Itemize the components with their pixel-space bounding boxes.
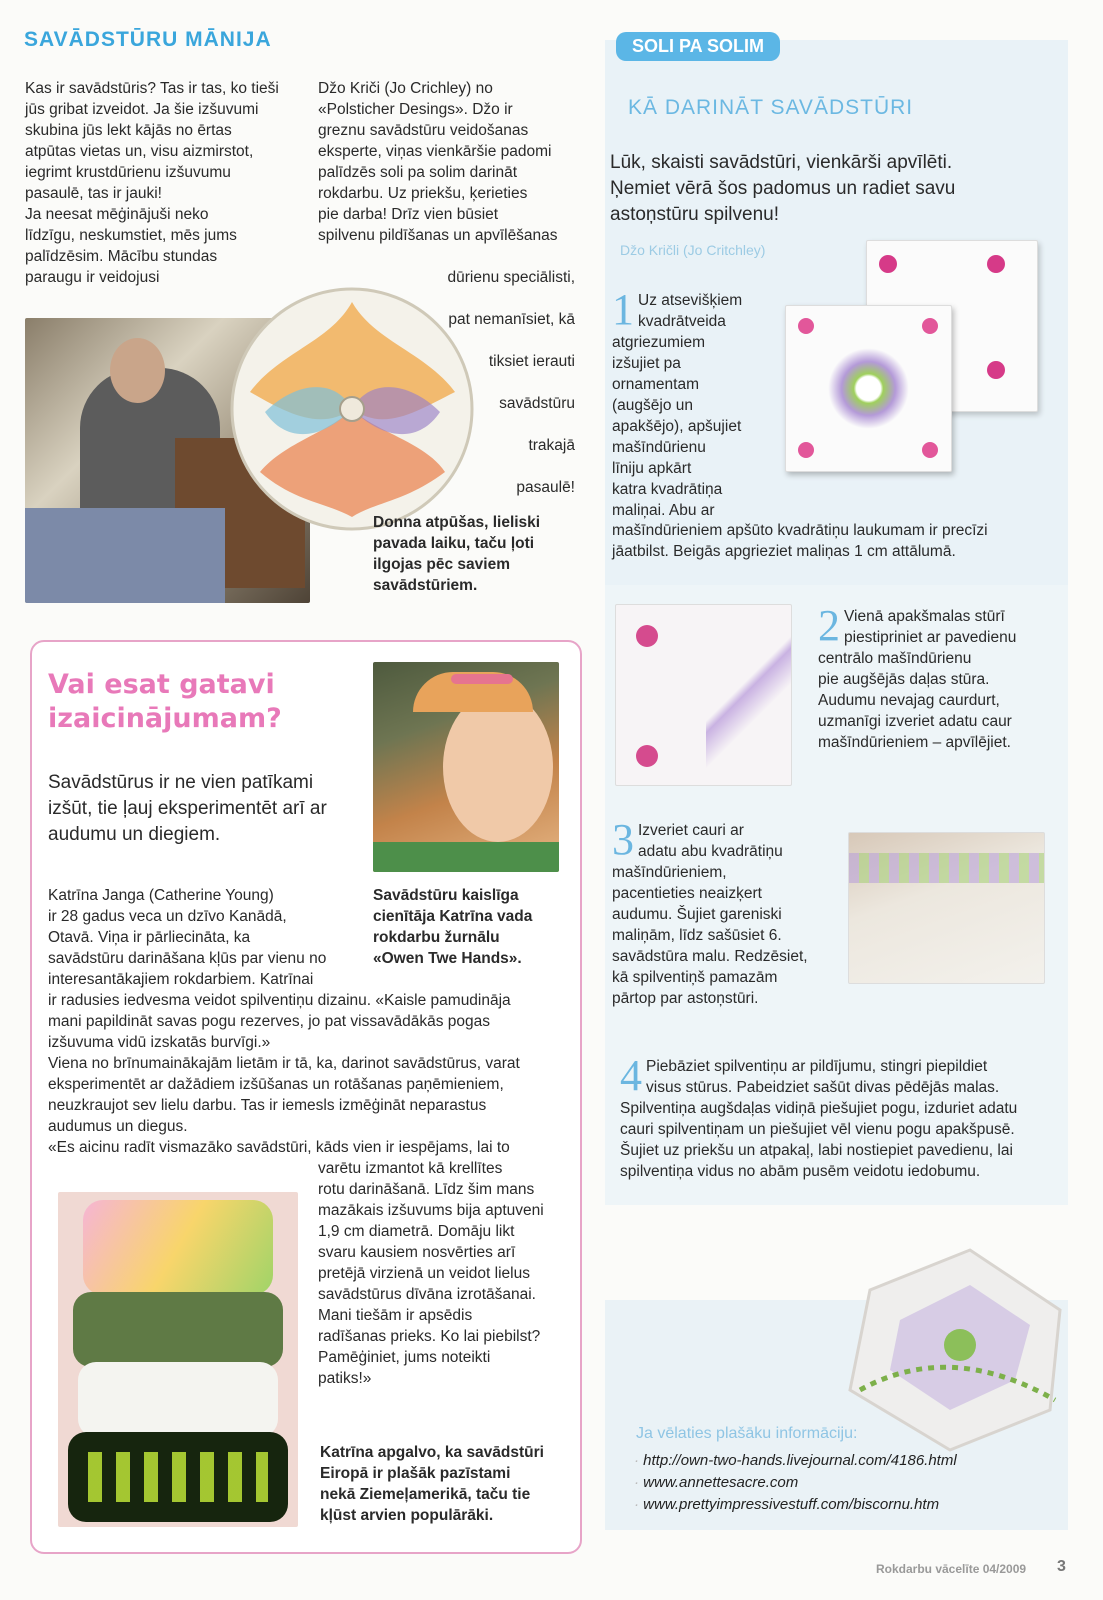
intro-column-1: Kas ir savādstūris? Tas ir tas, ko tieši jūs gribat izveidot. Ja šie izšuvumi skubina jūs lekt kājās no ērtas atpūtas vietas un, visu aizmirstot, iegrimt krustdūrienu izšuvumu pasaulē, tas ir jauki! Ja neesat mēģinājuši neko līdzīgu, neskumstiet, mēs jums palīdzēsim. Mācību stundas paraugu ir veidojusi	[25, 80, 279, 286]
step-2	[818, 601, 1048, 753]
step-3-photo	[848, 832, 1045, 984]
step-3-head: Izveriet cauri ar adatu abu kvadrātiņu	[638, 822, 783, 860]
finished-biscornu-photo	[830, 1240, 1075, 1460]
step-1	[612, 285, 787, 521]
bullet: ·	[634, 1452, 644, 1469]
how-to-intro: Lūk, skaisti savādstūri, vienkārši apvīlēti. Ņemiet vērā šos padomus un radiet savu astoņstūru spilvenu!	[610, 152, 956, 225]
step-number: 3	[612, 815, 634, 864]
link-livejournal[interactable]	[634, 1450, 957, 1471]
challenge-lead: Savādstūrus ir ne vien patīkami izšūt, tie ļauj eksperimentēt arī ar audumu un diegiem.	[48, 772, 327, 845]
tail-line: savādstūru	[499, 395, 575, 412]
step-1-body: atgriezumiem izšujiet pa ornamentam (augšējo un apakšējo), apšujiet mašīndūrienu līniju apkārt katra kvadrātiņa maliņai. Abu ar	[612, 334, 742, 519]
biscornu-pincushion-illustration	[225, 282, 480, 537]
step-1-head: Uz atsevišķiem kvadrātveida	[638, 292, 743, 330]
step-1-tail: mašīndūrieniem apšūto kvadrātiņu laukumam ir precīzi jāatbilst. Beigās apgrieziet maliņas 1 cm attālumā.	[612, 522, 988, 560]
bullet: ·	[634, 1474, 644, 1491]
link-text[interactable]: www.prettyimpressivestuff.com/biscornu.htm	[643, 1496, 940, 1513]
step-3	[612, 815, 832, 1009]
closing-caption: Katrīna apgalvo, ka savādstūri Eiropā ir plašāk pazīstami nekā Ziemeļamerikā, taču tie kļūst arvien populārāki.	[320, 1444, 544, 1524]
bullet: ·	[634, 1496, 644, 1513]
tail-line: trakajā	[528, 437, 575, 454]
katrina-paragraph-end: varētu izmantot kā krellītes rotu darināšanā. Līdz šim mans mazākais izšuvums bija aptuveni 1,9 cm diametrā. Domāju likt svaru kausiem nosvērties arī pretējā virzienā un veidot lielus savādstūrus dīvāna izrotāšanai. Mani tiešām ir apsēdis radīšanas prieks. Ko lai piebilst? Pamēģiniet, jums noteikti patiks!»	[318, 1160, 544, 1387]
tail-line: dūrienu speciālisti,	[447, 269, 575, 286]
footer-magazine: Rokdarbu vācelīte 04/2009	[876, 1562, 1027, 1576]
step-2-body: centrālo mašīndūrienu pie augšējās daļas stūra. Audumu nevajag caurdurt, uzmanīgi izveriet adatu caur mašīndūrieniem – apvīlējiet.	[818, 650, 1012, 751]
step-2-photo	[615, 604, 792, 786]
step-by-step-badge: SOLI PA SOLIM	[616, 32, 780, 61]
step-3-body: mašīndūrieniem, pacentieties neaizķert audumu. Šujiet gareniski maliņām, līdz sašūsiet 6. savādstūra malu. Redzēsiet, kā spilventiņš pamazām pārtop par astoņstūri.	[612, 864, 808, 1007]
stacked-biscornu-photo	[58, 1192, 298, 1527]
how-to-heading: KĀ DARINĀT SAVĀDSTŪRI	[628, 96, 914, 119]
step-number: 1	[612, 285, 634, 334]
katrina-paragraph-start: Katrīna Janga (Catherine Young) ir 28 gadus veca un dzīvo Kanādā, Otavā. Viņa ir pārliecināta, ka savādstūru darināšana kļūs par vienu no	[48, 887, 327, 967]
katrina-paragraph-body: interesantākajiem rokdarbiem. Katrīnai ir radusies iedvesma veidot spilventiņu dizainu. «Kaisle pamudināja mani papildināt savas pogu rezerves, jo pat vissavādākās pogas izšuvuma vidū izskatās burvīgi.» Viena no brīnumainākajām lietām ir tā, ka, darinot savādstūrus, varat eksperimentēt ar dažādiem izšūšanas un rotāšanas paņēmieniem, neuzkraujot sev lielu darbu. Tas ir iemesls izmēģināt neparastus audumus un diegus. «Es aicinu radīt vismazāko savādstūri, kāds vien ir iespējams, lai to	[48, 971, 520, 1156]
intro-column-2: Džo Kriči (Jo Crichley) no «Polsticher Desings». Džo ir greznu savādstūru veidošanas eksperte, viņas vienkāršie padomi palīdzēs soli pa solim darināt rokdarbu. Uz priekšu, ķerieties pie darba! Drīz vien būsiet spilvenu pildīšanas un apvīlēšanas	[318, 80, 558, 244]
step-4-head: Piebāziet spilventiņu ar pildījumu, stingri piepildiet visus stūrus. Pabeidziet sašūt divas pēdējās malas.	[646, 1058, 1000, 1096]
step-number: 4	[620, 1051, 642, 1100]
link-text[interactable]: http://own-two-hands.livejournal.com/4186.html	[643, 1452, 957, 1469]
link-prettyimpressive[interactable]	[634, 1494, 939, 1515]
challenge-title: Vai esat gatavi izaicinājumam?	[48, 669, 282, 734]
article-heading: SAVĀDSTŪRU MĀNIJA	[24, 28, 272, 51]
link-annettesacre[interactable]	[634, 1472, 798, 1493]
katrina-portrait-photo	[373, 662, 559, 872]
katrina-photo-caption: Savādstūru kaislīga cienītāja Katrīna vada rokdarbu žurnālu «Owen Twe Hands».	[373, 887, 533, 967]
link-text[interactable]: www.annettesacre.com	[643, 1474, 799, 1491]
embroidered-square-front-photo	[785, 305, 952, 472]
photo-caption-donna: Donna atpūšas, lieliski pavada laiku, taču ļoti ilgojas pēc saviem savādstūriem.	[373, 514, 541, 594]
author-credit: Džo Kričli (Jo Critchley)	[620, 242, 766, 258]
step-2-head: Vienā apakšmalas stūrī piestipriniet ar pavedienu	[844, 608, 1017, 646]
tail-line: pasaulē!	[516, 479, 575, 496]
step-4	[620, 1051, 1060, 1182]
links-title: Ja vēlaties plašāku informāciju:	[636, 1425, 858, 1442]
tail-line: pat nemanīsiet, kā	[448, 311, 575, 328]
page-number: 3	[1057, 1558, 1066, 1575]
tail-line: tiksiet ierauti	[488, 353, 575, 370]
step-4-body: Spilventiņa augšdaļas vidiņā piešujiet pogu, izduriet adatu cauri spilventiņam un piešujiet vēl vienu pogu apakšpusē. Šujiet uz priekšu un atpakaļ, labi nostiepiet pavedienu, lai spilventiņa vidus no abām pusēm veidotu iedobumu.	[620, 1100, 1018, 1180]
step-number: 2	[818, 601, 840, 650]
